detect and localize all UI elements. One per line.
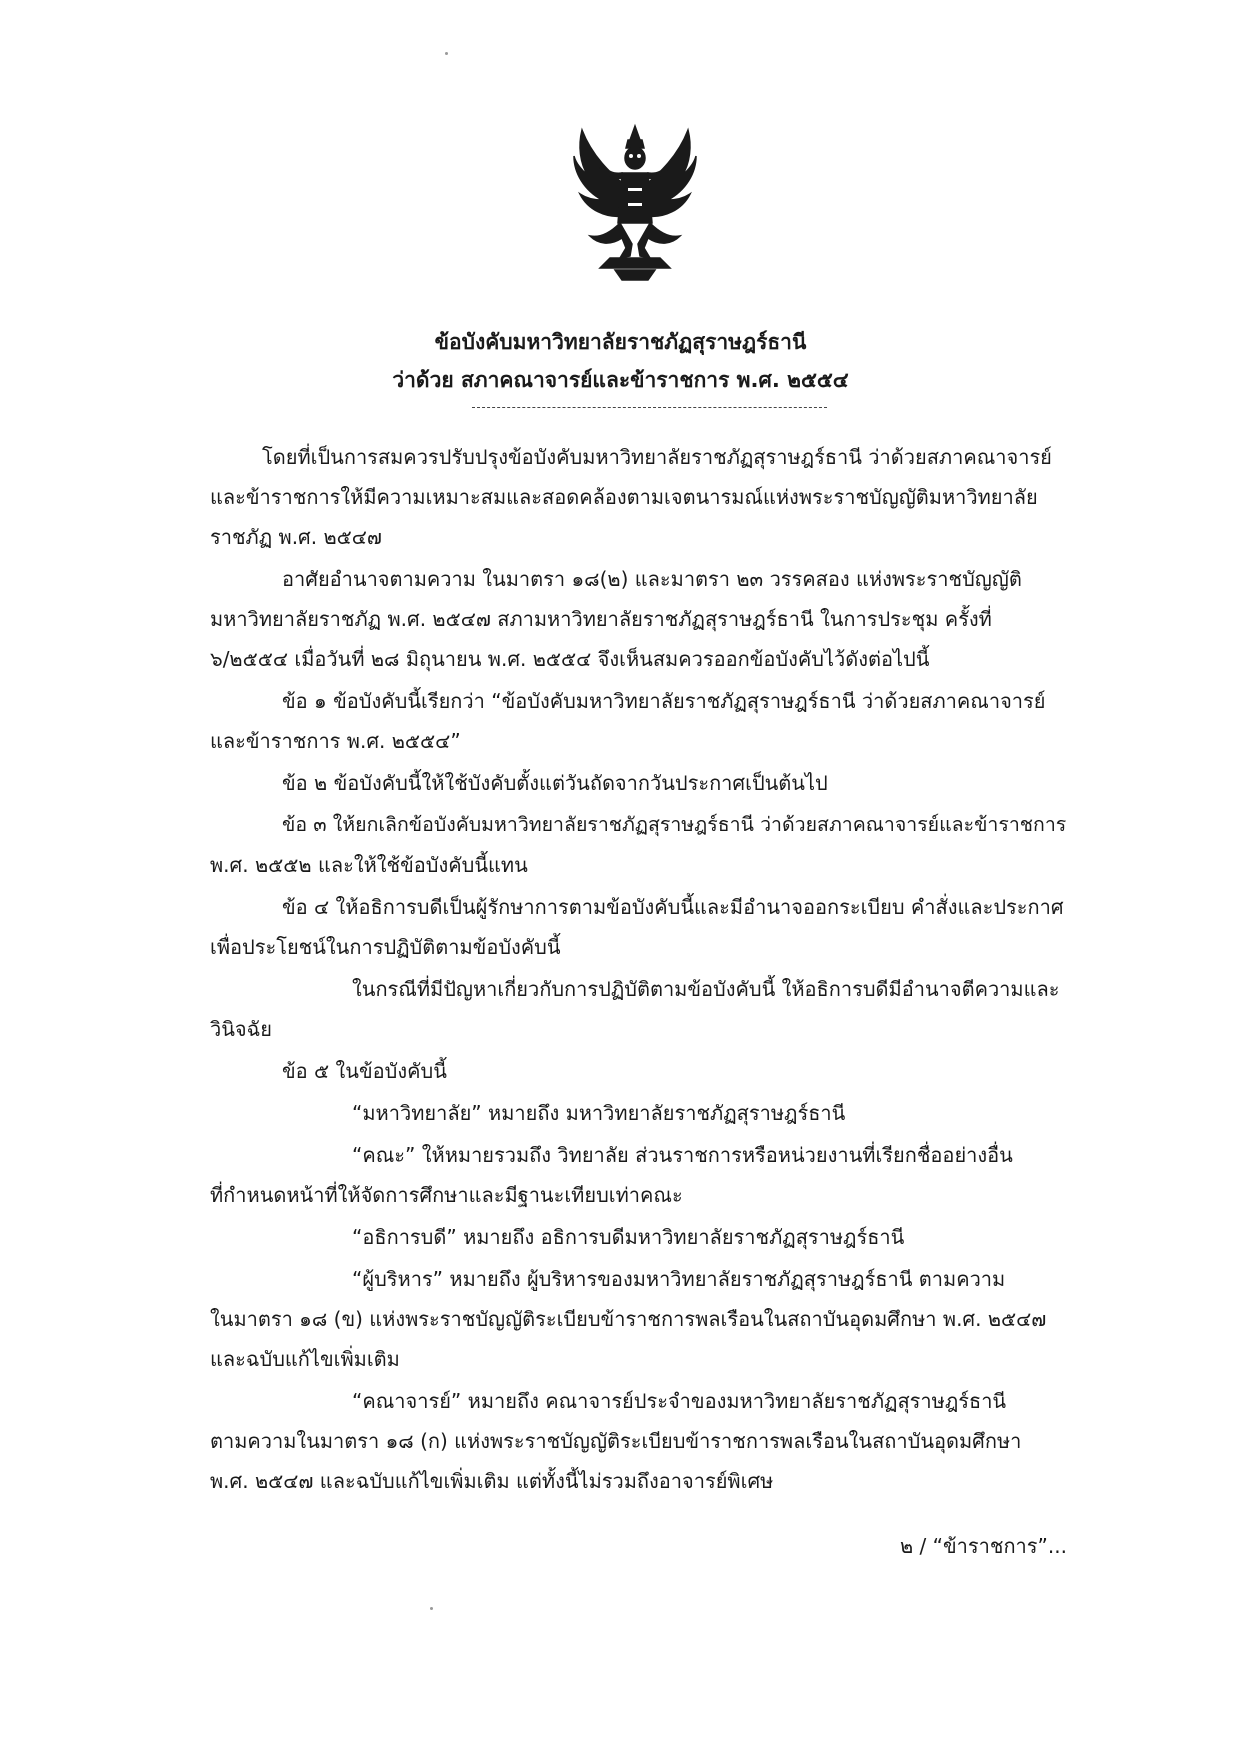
body-line: อาศัยอำนาจตามความ ในมาตรา ๑๘(๒) และมาตรา ๒๓ วรรคสอง แห่งพระราชบัญญัติ (282, 567, 1022, 591)
garuda-emblem-icon (570, 118, 700, 283)
document-title: ข้อบังคับมหาวิทยาลัยราชภัฏสุราษฎร์ธานี (434, 330, 807, 354)
body-line: ที่กำหนดหน้าที่ให้จัดการศึกษาและมีฐานะเทียบเท่าคณะ (210, 1183, 683, 1207)
body-line: โดยที่เป็นการสมควรปรับปรุงข้อบังคับมหาวิทยาลัยราชภัฏสุราษฎร์ธานี ว่าด้วยสภาคณาจารย์ (262, 445, 1052, 469)
next-page-marker: ๒ / “ข้าราชการ”... (900, 1534, 1067, 1558)
body-line: “อธิการบดี” หมายถึง อธิการบดีมหาวิทยาลัยราชภัฏสุราษฎร์ธานี (352, 1225, 905, 1249)
body-line: “คณะ” ให้หมายรวมถึง วิทยาลัย ส่วนราชการหรือหน่วยงานที่เรียกชื่ออย่างอื่น (352, 1143, 1013, 1167)
body-line: ในกรณีที่มีปัญหาเกี่ยวกับการปฏิบัติตามข้อบังคับนี้ ให้อธิการบดีมีอำนาจตีความและ (352, 977, 1060, 1001)
body-line: และข้าราชการให้มีความเหมาะสมและสอดคล้องตามเจตนารมณ์แห่งพระราชบัญญัติมหาวิทยาลัย (210, 485, 1038, 509)
body-line: ๖/๒๕๕๔ เมื่อวันที่ ๒๘ มิถุนายน พ.ศ. ๒๕๕๔ จึงเห็นสมควรออกข้อบังคับไว้ดังต่อไปนี้ (210, 647, 930, 671)
scan-speck (430, 1607, 433, 1610)
body-line: มหาวิทยาลัยราชภัฏ พ.ศ. ๒๕๔๗ สภามหาวิทยาลัยราชภัฏสุราษฎร์ธานี ในการประชุม ครั้งที่ (210, 607, 992, 631)
body-line: และข้าราชการ พ.ศ. ๒๕๕๔” (210, 729, 461, 753)
body-line: ในมาตรา ๑๘ (ข) แห่งพระราชบัญญัติระเบียบข้าราชการพลเรือนในสถาบันอุดมศึกษา พ.ศ. ๒๕๔๗ (210, 1307, 1047, 1331)
body-line: พ.ศ. ๒๕๔๗ และฉบับแก้ไขเพิ่มเติม แต่ทั้งนี้ไม่รวมถึงอาจารย์พิเศษ (210, 1469, 774, 1493)
body-line: “คณาจารย์” หมายถึง คณาจารย์ประจำของมหาวิทยาลัยราชภัฏสุราษฎร์ธานี (352, 1389, 1007, 1413)
scan-speck (445, 52, 448, 55)
body-line: ข้อ ๔ ให้อธิการบดีเป็นผู้รักษาการตามข้อบังคับนี้และมีอำนาจออกระเบียบ คำสั่งและประกาศ (282, 895, 1064, 919)
document-subtitle: ว่าด้วย สภาคณาจารย์และข้าราชการ พ.ศ. ๒๕๕๔ (392, 368, 849, 392)
title-divider (472, 407, 827, 408)
body-line: เพื่อประโยชน์ในการปฏิบัติตามข้อบังคับนี้ (210, 935, 561, 959)
body-line: ข้อ ๑ ข้อบังคับนี้เรียกว่า “ข้อบังคับมหาวิทยาลัยราชภัฏสุราษฎร์ธานี ว่าด้วยสภาคณาจารย์ (282, 689, 1046, 713)
body-line: ตามความในมาตรา ๑๘ (ก) แห่งพระราชบัญญัติระเบียบข้าราชการพลเรือนในสถาบันอุดมศึกษา (210, 1429, 1022, 1453)
body-line: “ผู้บริหาร” หมายถึง ผู้บริหารของมหาวิทยาลัยราชภัฏสุราษฎร์ธานี ตามความ (352, 1267, 1006, 1291)
body-line: วินิจฉัย (210, 1017, 272, 1041)
body-line: และฉบับแก้ไขเพิ่มเติม (210, 1347, 400, 1371)
body-line: พ.ศ. ๒๕๕๒ และให้ใช้ข้อบังคับนี้แทน (210, 853, 528, 877)
body-line: “มหาวิทยาลัย” หมายถึง มหาวิทยาลัยราชภัฏสุราษฎร์ธานี (352, 1101, 846, 1125)
body-line: ข้อ ๓ ให้ยกเลิกข้อบังคับมหาวิทยาลัยราชภัฏสุราษฎร์ธานี ว่าด้วยสภาคณาจารย์และข้าราชการ (282, 813, 1067, 836)
body-line: ข้อ ๒ ข้อบังคับนี้ให้ใช้บังคับตั้งแต่วันถัดจากวันประกาศเป็นต้นไป (282, 771, 828, 795)
body-line: ราชภัฏ พ.ศ. ๒๕๔๗ (210, 525, 382, 549)
body-line: ข้อ ๕ ในข้อบังคับนี้ (282, 1059, 447, 1083)
